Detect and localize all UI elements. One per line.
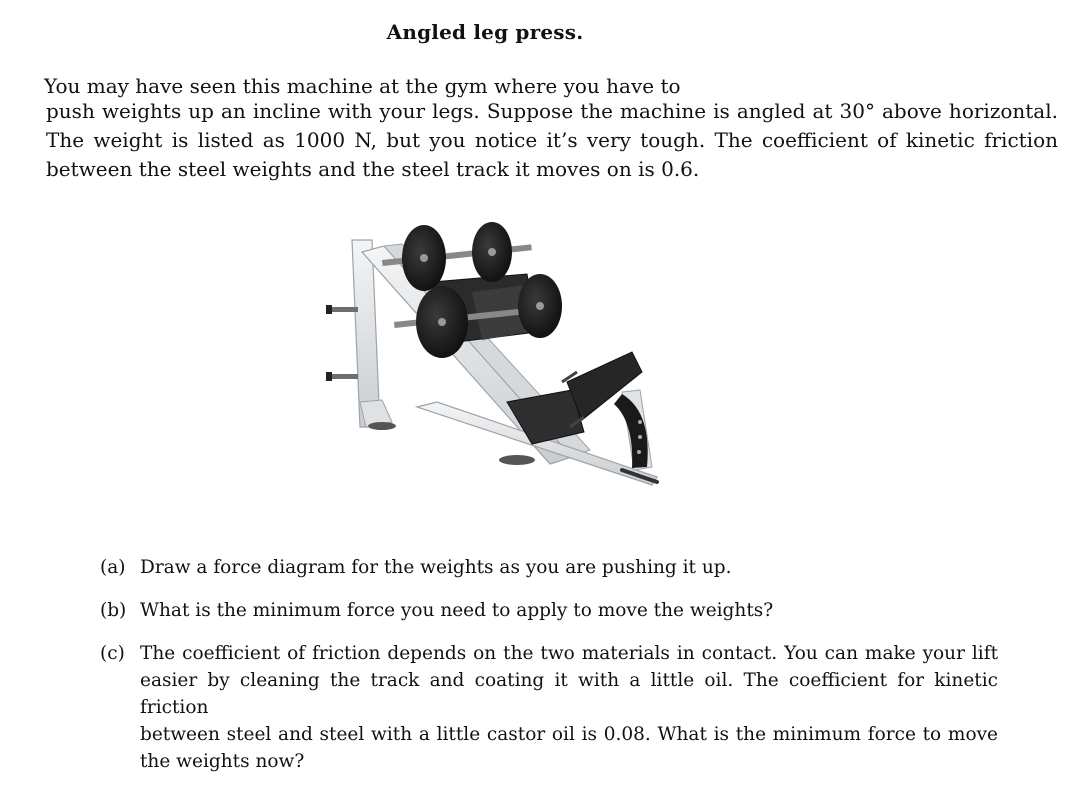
question-line: Draw a force diagram for the weights as you are pushing it up. [140,557,732,578]
question-line: The coefficient of friction depends on the two materials in contact. You can make your lift [140,643,998,664]
storage-peg [326,305,358,381]
question-list [100,554,998,791]
question-label: (c) [100,643,125,664]
question-text [140,597,998,624]
question-item [100,640,998,775]
intro-first-line: You may have seen this machine at the gym where you have to [44,74,681,98]
question-line: between steel and steel with a little castor oil is 0.08. What is the minimum force to move [140,724,998,745]
question-line: easier by cleaning the track and coating it with a little oil. The coefficient for kinetic friction [140,670,998,718]
question-line: the weights now? [140,751,305,772]
question-item [100,554,998,581]
question-label: (b) [100,600,127,621]
leg-press-machine-illustration [322,222,667,492]
intro-line: push weights up an incline with your legs. Suppose the machine is angled at 30° above horizontal. [46,99,1058,123]
question-text [140,554,998,581]
question-line: What is the minimum force you need to apply to move the weights? [140,600,774,621]
intro-paragraph [46,97,1058,184]
page-title: Angled leg press. [386,20,584,44]
intro-line: between the steel weights and the steel track it moves on is 0.6. [46,157,700,181]
intro-line: The weight is listed as 1000 N, but you notice it’s very tough. The coefficient of kinetic friction [46,128,1058,152]
question-item [100,597,998,624]
question-text [140,640,998,775]
question-label: (a) [100,557,126,578]
